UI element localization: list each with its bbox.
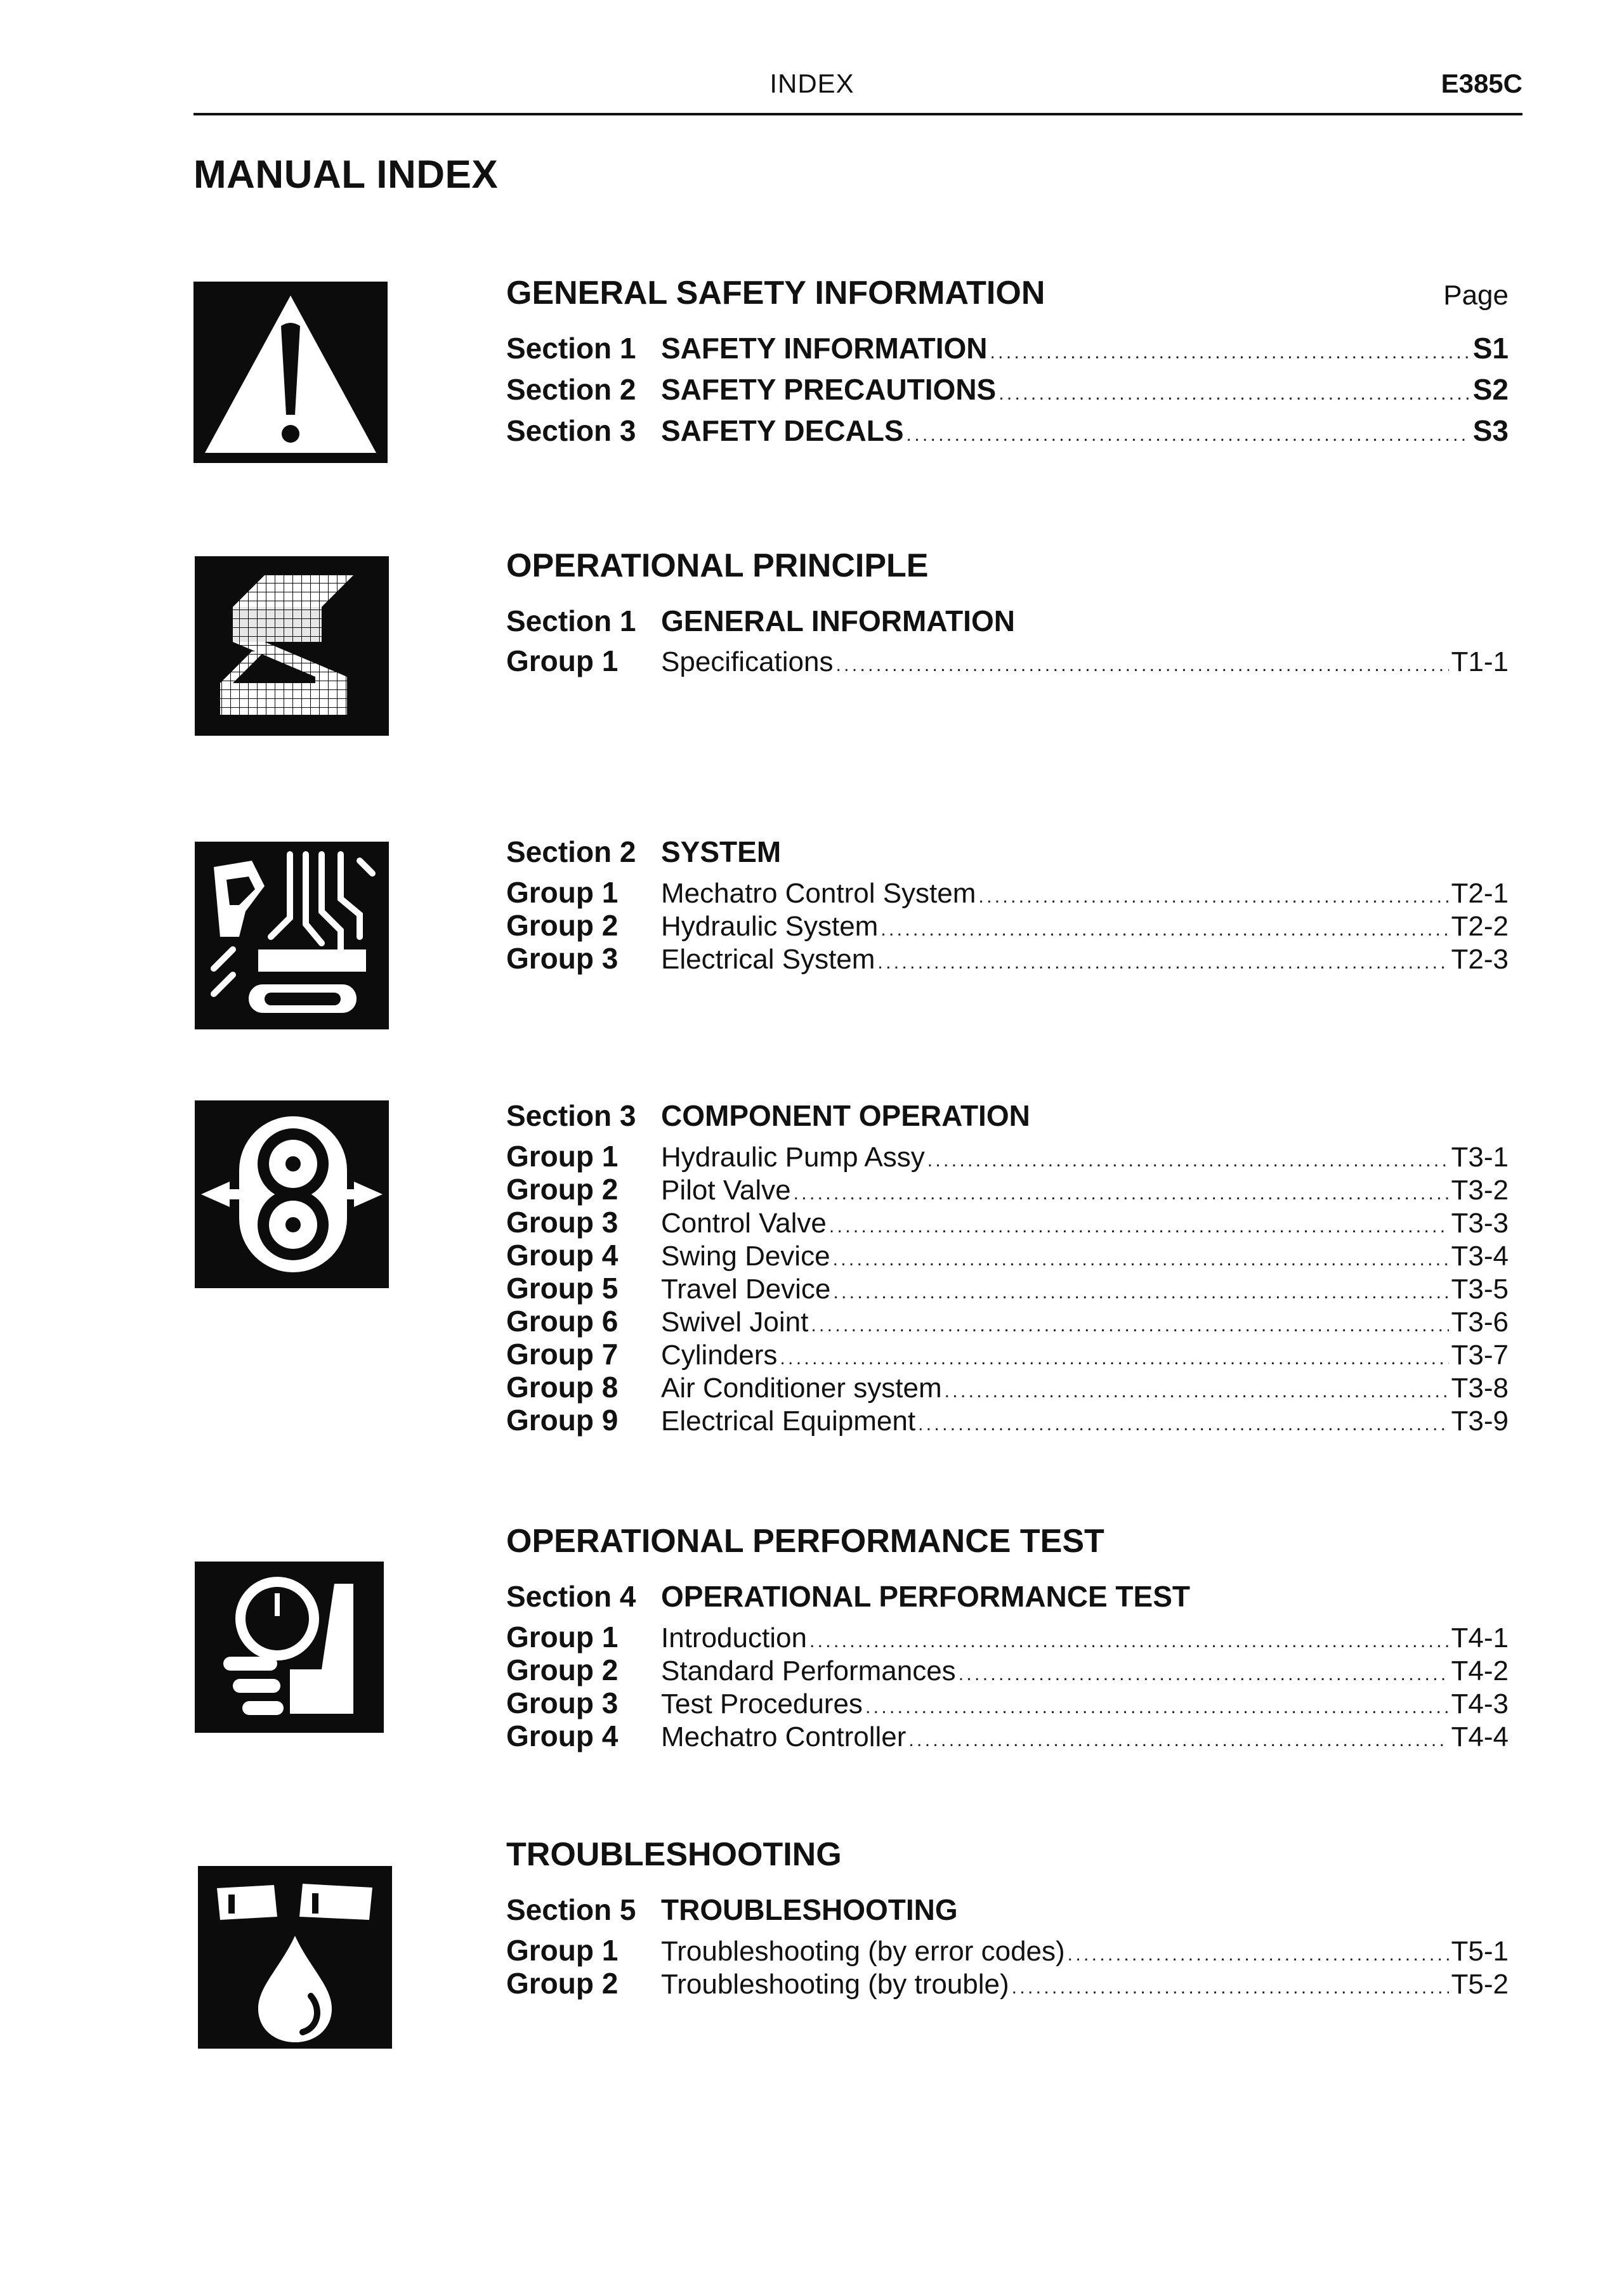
dot-leader: [829, 1216, 1449, 1237]
toc-row-kind: Section 4: [506, 1580, 636, 1613]
toc-row[interactable]: [506, 908, 1509, 946]
toc-row-title: Cylinders: [661, 1340, 778, 1371]
toc-row-page: T5-2: [1451, 1969, 1509, 2000]
toc-row-title: Hydraulic System: [661, 911, 879, 942]
gear-pump-icon: [195, 1100, 389, 1288]
toc-section-heading[interactable]: [506, 1579, 1509, 1617]
toc-row[interactable]: [506, 1139, 1509, 1177]
toc-section-heading[interactable]: [506, 1099, 1509, 1137]
toc-row-page: T5-1: [1451, 1936, 1509, 1967]
toc-row-kind: Group 2: [506, 1654, 619, 1686]
toc-row[interactable]: [506, 1172, 1509, 1210]
toc-row-kind: Group 1: [506, 644, 619, 677]
toc-row[interactable]: [506, 1620, 1509, 1658]
toc-row-kind: Group 7: [506, 1338, 619, 1371]
page-title: MANUAL INDEX: [193, 153, 499, 197]
warning-triangle-icon: [193, 282, 388, 463]
dot-leader: [959, 1664, 1449, 1685]
toc-row-title: Troubleshooting (by trouble): [661, 1969, 1009, 2000]
toc-row-kind: Group 6: [506, 1305, 619, 1338]
toc-row-title: Control Valve: [661, 1208, 827, 1239]
toc-row-kind: Group 8: [506, 1371, 619, 1404]
toc-row-page: T3-2: [1451, 1175, 1509, 1206]
toc-row-title: Electrical Equipment: [661, 1406, 916, 1437]
dot-leader: [835, 655, 1448, 676]
toc-row-title: SAFETY INFORMATION: [661, 332, 988, 365]
dot-leader: [833, 1249, 1449, 1270]
toc-row-page: T2-2: [1451, 911, 1509, 942]
toc-row-kind: Group 9: [506, 1404, 619, 1437]
page-column-label: Page: [1443, 280, 1509, 311]
running-header: INDEX: [769, 68, 855, 98]
dot-leader: [877, 952, 1448, 974]
toc-row-kind: Group 5: [506, 1272, 619, 1305]
toc-row[interactable]: [506, 1205, 1509, 1243]
toc-row-kind: Section 3: [506, 1099, 636, 1132]
toc-row-title: GENERAL INFORMATION: [661, 604, 1015, 637]
toc-row-kind: Section 5: [506, 1893, 636, 1926]
toc-row-title: Mechatro Controller: [661, 1721, 907, 1752]
toc-row-page: T4-2: [1451, 1655, 1509, 1686]
toc-row-kind: Section 1: [506, 332, 636, 365]
toc-row-title: SAFETY PRECAUTIONS: [661, 373, 997, 406]
toc-row-title: Introduction: [661, 1622, 807, 1654]
toc-row-title: Troubleshooting (by error codes): [661, 1936, 1065, 1967]
toc-row-kind: Section 1: [506, 604, 636, 637]
group-title-principle: OPERATIONAL PRINCIPLE: [506, 547, 929, 584]
toc-row-page: T3-4: [1451, 1241, 1509, 1272]
toc-row-kind: Group 2: [506, 1173, 619, 1206]
toc-row-title: Hydraulic Pump Assy: [661, 1142, 925, 1173]
toc-row[interactable]: [506, 1403, 1509, 1441]
toc-row-title: Pilot Valve: [661, 1175, 791, 1206]
toc-row-kind: Group 2: [506, 909, 619, 942]
toc-row-kind: Group 3: [506, 1686, 619, 1719]
toc-row[interactable]: [506, 1337, 1509, 1375]
toc-row[interactable]: [506, 331, 1509, 369]
dot-leader: [918, 1414, 1448, 1435]
toc-row[interactable]: [506, 941, 1509, 979]
toc-row-page: T3-3: [1451, 1208, 1509, 1239]
header-rule: [193, 113, 1522, 115]
dot-leader: [990, 342, 1470, 363]
toc-row-kind: Group 1: [506, 876, 619, 909]
toc-row-page: S3: [1472, 414, 1509, 447]
toc-row-kind: Group 1: [506, 1621, 619, 1654]
toc-row-title: Air Conditioner system: [661, 1373, 942, 1404]
toc-row[interactable]: [506, 1370, 1509, 1408]
toc-row-title: Electrical System: [661, 944, 875, 975]
toc-row-page: T1-1: [1451, 646, 1509, 677]
toc-section-heading[interactable]: [506, 604, 1509, 642]
gauge-hand-icon: [195, 1562, 384, 1733]
toc-row-page: T4-1: [1451, 1622, 1509, 1654]
model-code: E385C: [1441, 68, 1522, 98]
toc-row[interactable]: [506, 1304, 1509, 1342]
group-title-trouble: TROUBLESHOOTING: [506, 1836, 842, 1873]
dot-leader: [978, 886, 1448, 908]
group-title-safety: GENERAL SAFETY INFORMATION: [506, 275, 1045, 311]
toc-row-title: Travel Device: [661, 1274, 831, 1305]
toc-row-page: T3-8: [1451, 1373, 1509, 1404]
toc-row-title: Specifications: [661, 646, 834, 677]
toc-row[interactable]: [506, 644, 1509, 682]
toc-row-kind: Section 3: [506, 414, 636, 447]
toc-section-heading[interactable]: [506, 835, 1509, 873]
dot-leader: [927, 1150, 1449, 1171]
dot-leader: [865, 1697, 1449, 1718]
toc-row[interactable]: [506, 372, 1509, 410]
toc-row-title: Swing Device: [661, 1241, 830, 1272]
toc-row-kind: Group 1: [506, 1934, 619, 1967]
dot-leader: [945, 1381, 1449, 1402]
toc-row-title: SYSTEM: [661, 835, 782, 868]
toc-row-kind: Group 3: [506, 942, 619, 975]
toc-row[interactable]: [506, 1719, 1509, 1757]
toc-row-page: T3-5: [1451, 1274, 1509, 1305]
toc-row[interactable]: [506, 875, 1509, 913]
toc-row-page: T3-9: [1451, 1406, 1509, 1437]
toc-row-page: S2: [1472, 373, 1509, 406]
toc-row-page: T4-3: [1451, 1688, 1509, 1719]
toc-section-heading[interactable]: [506, 1893, 1509, 1931]
toc-row-title: Swivel Joint: [661, 1307, 809, 1338]
toc-row-kind: Group 2: [506, 1967, 619, 2000]
toc-row[interactable]: [506, 1966, 1509, 2004]
toc-row-kind: Section 2: [506, 373, 636, 406]
group-title-performance: OPERATIONAL PERFORMANCE TEST: [506, 1523, 1104, 1560]
toc-row-page: T2-1: [1451, 878, 1509, 909]
toc-row-page: S1: [1472, 332, 1509, 365]
toc-row[interactable]: [506, 1238, 1509, 1276]
toc-row-title: COMPONENT OPERATION: [661, 1099, 1030, 1132]
dot-leader: [907, 424, 1470, 446]
toc-row-page: T3-1: [1451, 1142, 1509, 1173]
toc-row-kind: Group 1: [506, 1140, 619, 1173]
dot-leader: [1068, 1944, 1449, 1966]
toc-row-kind: Group 3: [506, 1206, 619, 1239]
dot-leader: [1012, 1977, 1449, 1999]
toc-row-title: SAFETY DECALS: [661, 414, 904, 447]
toc-row-title: Mechatro Control System: [661, 878, 976, 909]
oil-drop-icon: [198, 1866, 392, 2049]
circuit-excavator-icon: [195, 842, 389, 1029]
toc-row-title: Test Procedures: [661, 1688, 863, 1719]
dot-leader: [999, 383, 1470, 405]
dot-leader: [833, 1282, 1448, 1303]
toc-row[interactable]: [506, 1653, 1509, 1691]
cube-s-icon: [195, 556, 389, 736]
toc-row[interactable]: [506, 1933, 1509, 1971]
toc-row[interactable]: [506, 1271, 1509, 1309]
dot-leader: [794, 1183, 1449, 1204]
toc-row-title: OPERATIONAL PERFORMANCE TEST: [661, 1580, 1190, 1613]
toc-row-page: T2-3: [1451, 944, 1509, 975]
dot-leader: [908, 1730, 1448, 1751]
toc-row-title: Standard Performances: [661, 1655, 956, 1686]
toc-row-kind: Section 2: [506, 835, 636, 868]
dot-leader: [780, 1348, 1448, 1369]
dot-leader: [809, 1631, 1449, 1652]
toc-row-page: T3-6: [1451, 1307, 1509, 1338]
toc-row-kind: Group 4: [506, 1719, 619, 1752]
toc-row-title: TROUBLESHOOTING: [661, 1893, 958, 1926]
toc-row[interactable]: [506, 414, 1509, 452]
dot-leader: [881, 919, 1448, 941]
toc-row-page: T4-4: [1451, 1721, 1509, 1752]
dot-leader: [811, 1315, 1448, 1336]
toc-row-kind: Group 4: [506, 1239, 619, 1272]
toc-row-page: T3-7: [1451, 1340, 1509, 1371]
toc-row[interactable]: [506, 1686, 1509, 1724]
